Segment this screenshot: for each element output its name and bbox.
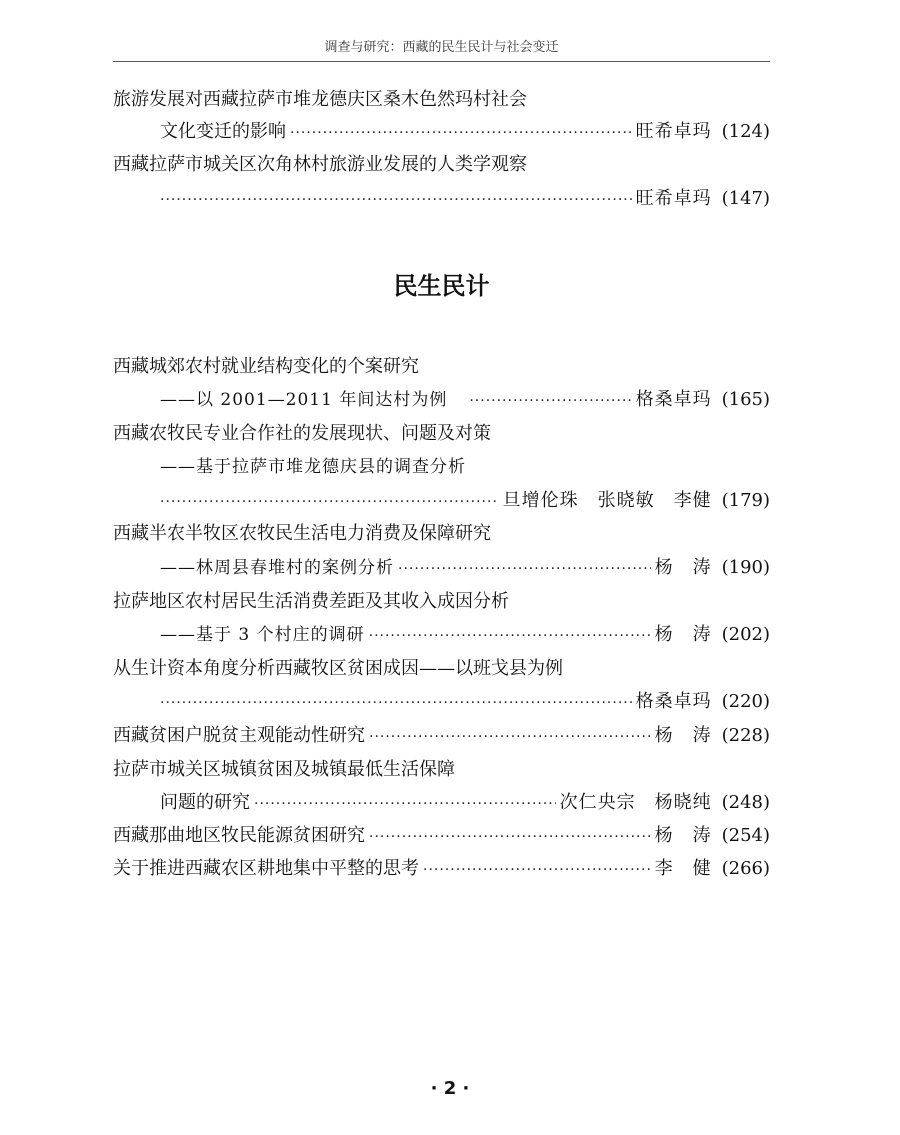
toc-entry-page: (228) bbox=[721, 725, 770, 746]
toc-entry-author: 格桑卓玛 bbox=[635, 389, 712, 410]
toc-entry-page: (179) bbox=[721, 490, 770, 511]
page-number: · 2 · bbox=[430, 1078, 470, 1099]
toc-entry-page: (220) bbox=[721, 691, 770, 712]
leader-dots bbox=[398, 556, 651, 582]
toc-entry-leader bbox=[113, 856, 770, 882]
toc-entry-title: 拉萨市城关区城镇贫困及城镇最低生活保障 bbox=[113, 759, 455, 780]
toc-entry-page: (202) bbox=[721, 624, 770, 645]
leader-dots bbox=[369, 623, 651, 649]
toc-entry-page: (254) bbox=[721, 825, 770, 846]
toc-entry-author: 旺希卓玛 bbox=[635, 121, 712, 142]
toc-entry-subtitle: ——基于 3 个村庄的调研 bbox=[160, 625, 365, 645]
toc-entry-title: 西藏那曲地区牧民能源贫困研究 bbox=[113, 825, 365, 846]
running-header: 调查与研究：西藏的民生民计与社会变迁 bbox=[324, 40, 559, 55]
toc-entry-page: (147) bbox=[721, 188, 770, 209]
toc-entry-title-cont: 文化变迁的影响 bbox=[160, 121, 286, 142]
toc-entry-leader bbox=[113, 723, 770, 749]
toc-entry-author: 格桑卓玛 bbox=[635, 691, 712, 712]
leader-dots bbox=[423, 857, 651, 883]
toc-entry-leader bbox=[160, 689, 770, 715]
toc-entry-author: 次仁央宗 杨晓纯 bbox=[559, 792, 712, 813]
toc-entry-title: 西藏城郊农村就业结构变化的个案研究 bbox=[113, 356, 419, 377]
toc-entry-leader bbox=[160, 119, 770, 145]
toc-entry-page: (124) bbox=[721, 121, 770, 142]
toc-entry-title: 西藏贫困户脱贫主观能动性研究 bbox=[113, 725, 365, 746]
leader-dots bbox=[254, 791, 556, 817]
header-rule bbox=[113, 61, 770, 62]
toc-entry-subtitle: ——以 2001—2011 年间达村为例 bbox=[160, 390, 448, 410]
toc-entry-leader bbox=[160, 387, 770, 413]
toc-entry-title-cont: 问题的研究 bbox=[160, 792, 250, 813]
toc-entry-title: 拉萨地区农村居民生活消费差距及其收入成因分析 bbox=[113, 591, 509, 612]
toc-entry-author: 杨 涛 bbox=[654, 825, 712, 846]
toc-entry-title: 西藏农牧民专业合作社的发展现状、问题及对策 bbox=[113, 423, 491, 444]
toc-entry-leader bbox=[160, 186, 770, 212]
leader-dots bbox=[160, 489, 499, 515]
leader-dots bbox=[290, 120, 632, 146]
toc-entry-title: 关于推进西藏农区耕地集中平整的思考 bbox=[113, 858, 419, 879]
toc-entry-leader bbox=[160, 555, 770, 581]
leader-dots bbox=[369, 824, 651, 850]
toc-entry-page: (190) bbox=[721, 557, 770, 578]
leader-dots bbox=[469, 388, 631, 414]
toc-entry-author: 李 健 bbox=[654, 858, 712, 879]
toc-entry-leader bbox=[160, 488, 770, 514]
toc-entry-author: 杨 涛 bbox=[654, 725, 712, 746]
toc-entry-page: (165) bbox=[721, 389, 770, 410]
toc-entry-page: (266) bbox=[721, 858, 770, 879]
toc-entry-author: 旦增伦珠 张晓敏 李健 bbox=[502, 490, 712, 511]
leader-dots bbox=[160, 187, 632, 213]
toc-entry-leader bbox=[160, 790, 770, 816]
toc-entry-author: 杨 涛 bbox=[654, 624, 712, 645]
toc-entry-subtitle: ——基于拉萨市堆龙德庆县的调查分析 bbox=[160, 457, 466, 477]
toc-entry-title: 旅游发展对西藏拉萨市堆龙德庆区桑木色然玛村社会 bbox=[113, 89, 527, 110]
toc-entry-title: 西藏拉萨市城关区次角林村旅游业发展的人类学观察 bbox=[113, 154, 527, 175]
section-title: 民生民计 bbox=[393, 272, 490, 300]
toc-entry-leader bbox=[113, 823, 770, 849]
toc-entry-page: (248) bbox=[721, 792, 770, 813]
toc-entry-title: 从生计资本角度分析西藏牧区贫困成因——以班戈县为例 bbox=[113, 658, 563, 679]
toc-entry-leader bbox=[160, 622, 770, 648]
leader-dots bbox=[369, 724, 651, 750]
toc-entry-title: 西藏半农半牧区农牧民生活电力消费及保障研究 bbox=[113, 523, 491, 544]
toc-entry-author: 旺希卓玛 bbox=[635, 188, 712, 209]
toc-entry-author: 杨 涛 bbox=[654, 557, 712, 578]
toc-entry-subtitle: ——林周县春堆村的案例分析 bbox=[160, 558, 394, 578]
leader-dots bbox=[160, 690, 632, 716]
